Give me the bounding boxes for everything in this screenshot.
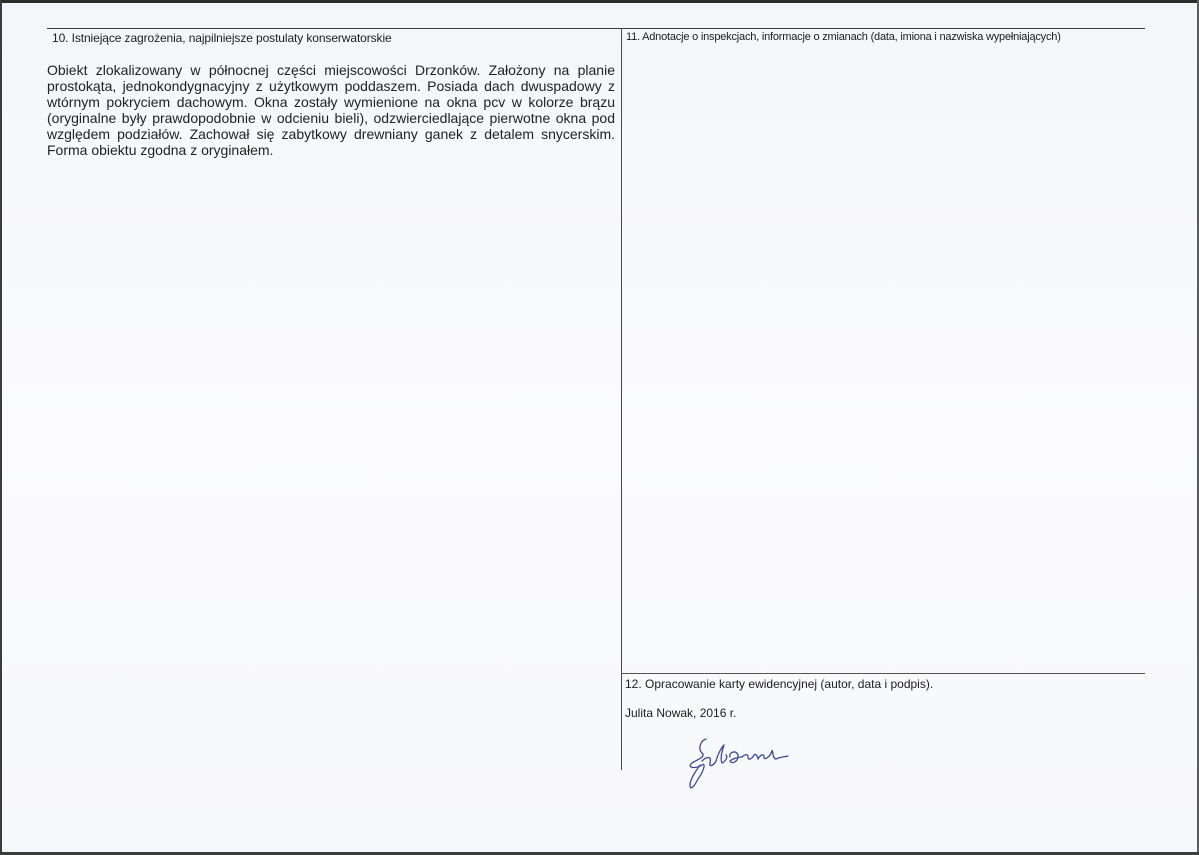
section-11-heading: 11. Adnotacje o inspekcjach, informacje o zmianach (data, imiona i nazwiska wypełniających) (626, 31, 1061, 43)
top-rule (47, 28, 1145, 29)
author-line: Julita Nowak, 2016 r. (625, 706, 737, 720)
section-12-rule (621, 673, 1145, 674)
section-10-heading: 10. Istniejące zagrożenia, najpilniejsze postulaty konserwatorskie (52, 31, 392, 45)
column-divider (621, 28, 622, 770)
section-10-body: Obiekt zlokalizowany w północnej części miejscowości Drzonków. Założony na planie prostokąta, jednokondygnacyjny z użytkowym poddaszem. Posiada dach dwuspadowy z wtórnym pokryciem dachowym. Okna zostały wymienione na okna pcv w kolorze brązu (oryginalne były prawdopodobnie w odcieniu bieli), odzwierciedlające pierwotne okna pod względem podziałów. Zachował się zabytkowy drewniany ganek z detalem snycerskim. Forma obiektu zgodna z oryginałem. (47, 62, 615, 158)
signature-icon (676, 735, 826, 795)
section-12-heading: 12. Opracowanie karty ewidencyjnej (autor, data i podpis). (625, 677, 934, 691)
